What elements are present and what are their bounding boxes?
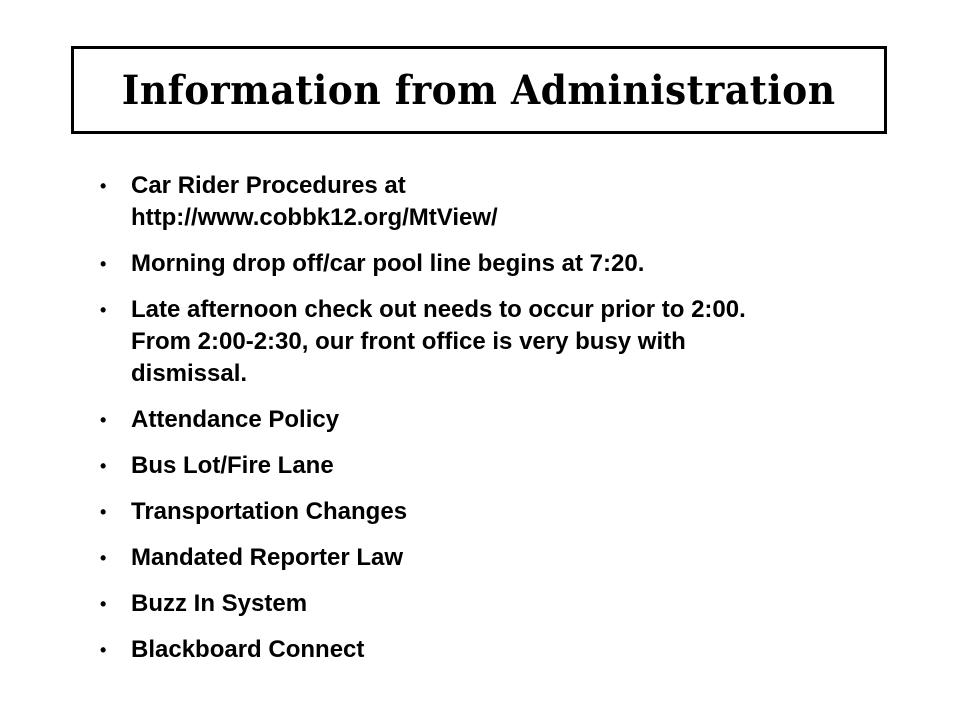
bullet-item-checkout <box>80 294 880 390</box>
bullet-line: Transportation Changes <box>131 498 408 525</box>
bullet-dot-icon: • <box>100 640 107 660</box>
bullet-line: Late afternoon check out needs to occur prior to 2:00. <box>131 296 746 323</box>
bullet-item-transportation <box>80 496 880 528</box>
bullet-line: From 2:00-2:30, our front office is very busy with <box>131 328 686 355</box>
bullet-line: dismissal. <box>131 360 248 387</box>
bullet-item-morning-dropoff <box>80 248 880 280</box>
bullet-dot-icon: • <box>100 594 107 614</box>
bullet-item-buzz-in <box>80 588 880 620</box>
bullet-item-car-rider <box>80 170 880 234</box>
bullet-list <box>80 170 880 680</box>
title-box <box>71 46 887 134</box>
bullet-line: Morning drop off/car pool line begins at 7:20. <box>131 250 645 277</box>
bullet-line: Car Rider Procedures at <box>131 172 406 199</box>
slide-title: Information from Administration <box>122 66 836 114</box>
bullet-line: Blackboard Connect <box>131 636 365 663</box>
bullet-dot-icon: • <box>100 410 107 430</box>
bullet-item-blackboard <box>80 634 880 666</box>
bullet-line: Mandated Reporter Law <box>131 544 404 571</box>
bullet-item-bus-lot <box>80 450 880 482</box>
bullet-line: Bus Lot/Fire Lane <box>131 452 334 479</box>
bullet-dot-icon: • <box>100 548 107 568</box>
bullet-dot-icon: • <box>100 502 107 522</box>
bullet-item-attendance <box>80 404 880 436</box>
bullet-dot-icon: • <box>100 176 107 196</box>
bullet-dot-icon: • <box>100 456 107 476</box>
bullet-item-mandated-reporter <box>80 542 880 574</box>
bullet-dot-icon: • <box>100 254 107 274</box>
bullet-dot-icon: • <box>100 300 107 320</box>
bullet-line: Attendance Policy <box>131 406 340 433</box>
bullet-line-link[interactable]: http://www.cobbk12.org/MtView/ <box>131 204 498 231</box>
bullet-line: Buzz In System <box>131 590 308 617</box>
